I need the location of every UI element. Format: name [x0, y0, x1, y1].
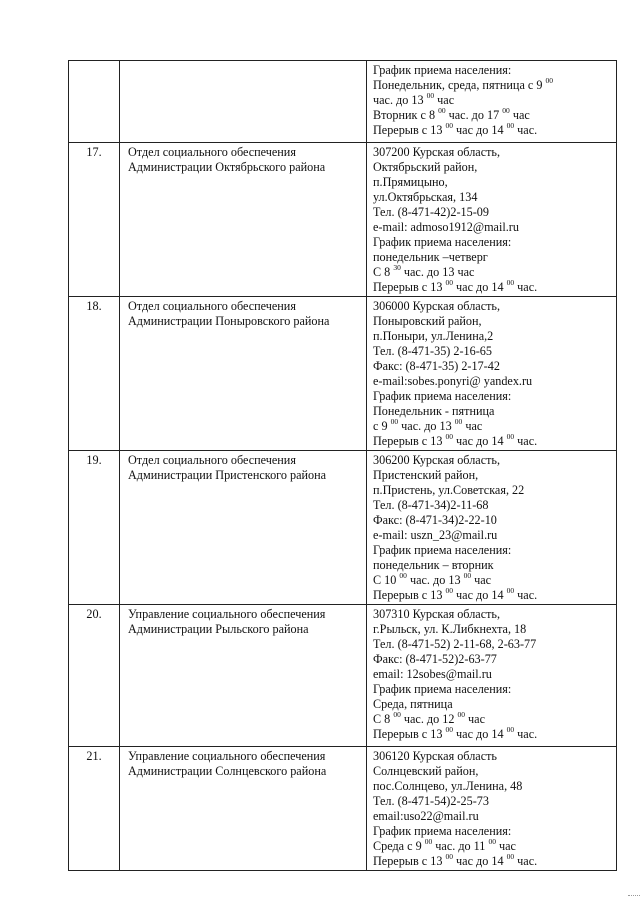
department-name-line: Администрации Рыльского района: [128, 622, 309, 636]
contact-info-text: ул.Октябрьская, 134: [373, 190, 478, 204]
contact-info-text: час: [471, 573, 492, 587]
contact-info-text: час: [462, 419, 483, 433]
contact-info-text: Перерыв с 13: [373, 588, 446, 602]
contact-info-text: График приема населения:: [373, 389, 512, 403]
department-name-line: Администрации Солнцевского района: [128, 764, 327, 778]
contact-info-line: [373, 558, 614, 573]
contact-info-text: час до 14: [453, 727, 507, 741]
contact-info-line: [373, 329, 614, 344]
contact-info-text: час. до 11: [432, 839, 489, 853]
time-minutes-superscript: 00: [426, 90, 435, 100]
time-minutes-superscript: 00: [445, 120, 453, 130]
table-row: [69, 605, 617, 747]
contact-info-text: График приема населения:: [373, 543, 512, 557]
contact-info-text: График приема населения:: [373, 682, 512, 696]
time-minutes-superscript: 00: [445, 277, 453, 287]
contact-info-text: п.Пристень, ул.Советская, 22: [373, 483, 525, 497]
time-minutes-superscript: 00: [506, 724, 515, 734]
contact-info-text: п.Прямицыно,: [373, 175, 448, 189]
contact-info-text: понедельник –четверг: [373, 250, 488, 264]
table-body: [69, 61, 617, 871]
contact-info-text: час.: [514, 588, 538, 602]
contact-info-line: [373, 724, 614, 742]
contact-info-line: [373, 794, 614, 809]
contact-info-line: [373, 652, 614, 667]
contact-info-text: e-mail: uszn_23@mail.ru: [373, 528, 498, 542]
time-minutes-superscript: 00: [488, 836, 496, 846]
time-minutes-superscript: 00: [438, 105, 446, 115]
department-name-line: Отдел социального обеспечения: [128, 453, 296, 467]
row-number: 18.: [69, 297, 120, 451]
contact-info-text: e-mail:sobes.ponyri@ yandex.ru: [373, 374, 533, 388]
contact-info-text: Перерыв с 13: [373, 854, 446, 868]
department-name: [120, 451, 367, 605]
contact-info-text: 306120 Курская область: [373, 749, 497, 763]
contact-info-text: п.Поныри, ул.Ленина,2: [373, 329, 494, 343]
contact-info-line: [373, 344, 614, 359]
contact-info-text: График приема населения:: [373, 824, 512, 838]
time-minutes-superscript: 00: [506, 585, 515, 595]
contact-info-text: Тел. (8-471-52) 2-11-68, 2-63-77: [373, 637, 537, 651]
contact-info-text: Среда с 9: [373, 839, 425, 853]
contact-info-line: [373, 622, 614, 637]
contact-info-text: 306200 Курская область,: [373, 453, 501, 467]
contact-info-text: Вторник с 8: [373, 108, 439, 122]
department-name-line: Отдел социального обеспечения: [128, 299, 296, 313]
contact-info-text: час.: [514, 727, 538, 741]
contact-info-line: [373, 299, 614, 314]
department-name-line: Администрации Поныровского района: [128, 314, 330, 328]
contact-info-line: [373, 513, 614, 528]
contact-info-line: [373, 205, 614, 220]
contact-info-text: Тел. (8-471-35) 2-16-65: [373, 344, 492, 358]
contact-info-text: 307310 Курская область,: [373, 607, 501, 621]
contact-info-line: [373, 836, 614, 854]
contact-info-text: час. до 12: [400, 712, 458, 726]
department-name: [120, 297, 367, 451]
contact-info-text: Перерыв с 13: [373, 280, 446, 294]
contact-info-text: час до 14: [453, 588, 507, 602]
contact-info-line: [373, 235, 614, 250]
contact-info-line: [373, 90, 614, 108]
time-minutes-superscript: 00: [457, 709, 465, 719]
row-number: [69, 61, 120, 143]
department-name: [120, 747, 367, 871]
contact-info-text: Октябрьский район,: [373, 160, 478, 174]
contact-info-text: 307200 Курская область,: [373, 145, 501, 159]
contact-info-text: час: [509, 108, 530, 122]
contact-info-text: час. до 13: [373, 93, 427, 107]
row-number: 20.: [69, 605, 120, 747]
contact-info-text: Тел. (8-471-34)2-11-68: [373, 498, 489, 512]
contact-info-text: час: [495, 839, 516, 853]
contact-info-line: [373, 431, 614, 449]
contact-info-text: час до 14: [453, 434, 507, 448]
contact-info-line: [373, 374, 614, 389]
page-edge-mark: [628, 895, 640, 899]
contact-info-text: С 8: [373, 265, 394, 279]
contact-info-text: email:uso22@mail.ru: [373, 809, 479, 823]
contact-info-line: [373, 120, 614, 138]
department-name-line: Управление социального обеспечения: [128, 749, 326, 763]
contact-info-line: [373, 809, 614, 824]
time-minutes-superscript: 30: [393, 262, 401, 272]
table-row: [69, 61, 617, 143]
row-number: 21.: [69, 747, 120, 871]
contact-info-text: Понедельник, среда, пятница с 9: [373, 78, 546, 92]
contact-info-text: час до 14: [453, 854, 507, 868]
contact-info-line: [373, 483, 614, 498]
contact-info-text: Тел. (8-471-54)2-25-73: [373, 794, 489, 808]
contact-info-line: [373, 220, 614, 235]
contact-info-text: час: [465, 712, 485, 726]
table-row: [69, 451, 617, 605]
contact-info-text: С 8: [373, 712, 394, 726]
time-minutes-superscript: 00: [506, 431, 515, 441]
time-minutes-superscript: 00: [399, 570, 407, 580]
contact-info-line: [373, 389, 614, 404]
contact-info-text: email: 12sobes@mail.ru: [373, 667, 492, 681]
contact-info-text: час.: [514, 434, 538, 448]
contact-info-text: час. до 13: [406, 573, 464, 587]
contact-info: [367, 747, 617, 871]
contact-info-text: График приема населения:: [373, 63, 512, 77]
contact-info-text: час.: [514, 280, 538, 294]
time-minutes-superscript: 00: [506, 277, 515, 287]
contact-info-line: [373, 277, 614, 295]
time-minutes-superscript: 00: [506, 120, 515, 130]
contact-info-line: [373, 453, 614, 468]
contact-info-line: [373, 764, 614, 779]
time-minutes-superscript: 00: [445, 851, 453, 861]
department-name-line: Отдел социального обеспечения: [128, 145, 296, 159]
contact-info-text: Пристенский район,: [373, 468, 479, 482]
contact-info-text: час до 14: [453, 280, 507, 294]
contact-info-text: Понедельник - пятница: [373, 404, 495, 418]
time-minutes-superscript: 00: [506, 851, 515, 861]
contact-info-text: час. до 17: [445, 108, 503, 122]
contact-info-text: час до 14: [453, 123, 507, 137]
time-minutes-superscript: 00: [445, 431, 453, 441]
contact-info-line: [373, 468, 614, 483]
contact-info: [367, 451, 617, 605]
contact-info-line: [373, 498, 614, 513]
department-name-line: Администрации Октябрьского района: [128, 160, 326, 174]
contact-info: [367, 605, 617, 747]
time-minutes-superscript: 00: [445, 585, 453, 595]
contact-info-text: час.: [514, 854, 538, 868]
contact-info: [367, 143, 617, 297]
department-name: [120, 143, 367, 297]
contact-info-text: Солнцевский район,: [373, 764, 479, 778]
contact-info-text: С 10: [373, 573, 400, 587]
time-minutes-superscript: 00: [545, 75, 554, 85]
time-minutes-superscript: 00: [424, 836, 433, 846]
row-number: 19.: [69, 451, 120, 605]
contact-info-line: [373, 359, 614, 374]
contact-info-text: Перерыв с 13: [373, 727, 446, 741]
contact-info-line: [373, 570, 614, 588]
contact-info-text: Тел. (8-471-42)2-15-09: [373, 205, 489, 219]
contact-info-line: [373, 314, 614, 329]
contact-info-text: График приема населения:: [373, 235, 512, 249]
contact-info-text: Факс: (8-471-35) 2-17-42: [373, 359, 500, 373]
contact-info: [367, 297, 617, 451]
department-name: [120, 605, 367, 747]
social-services-table: [68, 60, 617, 871]
contact-info-line: [373, 250, 614, 265]
contact-info-line: [373, 682, 614, 697]
contact-info-line: [373, 585, 614, 603]
contact-info-text: Перерыв с 13: [373, 434, 446, 448]
contact-info-line: [373, 607, 614, 622]
contact-info: [367, 61, 617, 143]
time-minutes-superscript: 00: [463, 570, 472, 580]
time-minutes-superscript: 00: [454, 416, 463, 426]
contact-info-text: Перерыв с 13: [373, 123, 446, 137]
contact-info-text: Факс: (8-471-34)2-22-10: [373, 513, 497, 527]
time-minutes-superscript: 00: [445, 724, 453, 734]
contact-info-text: час: [434, 93, 455, 107]
contact-info-text: Факс: (8-471-52)2-63-77: [373, 652, 497, 666]
contact-info-text: 306000 Курская область,: [373, 299, 501, 313]
table-row: [69, 747, 617, 871]
contact-info-line: [373, 416, 614, 434]
contact-info-text: час. до 13 час: [400, 265, 475, 279]
contact-info-text: Среда, пятница: [373, 697, 453, 711]
contact-info-line: [373, 75, 614, 93]
contact-info-line: [373, 697, 614, 712]
contact-info-text: час.: [514, 123, 538, 137]
contact-info-line: [373, 160, 614, 175]
contact-info-line: [373, 667, 614, 682]
contact-info-text: e-mail: admoso1912@mail.ru: [373, 220, 519, 234]
contact-info-line: [373, 190, 614, 205]
contact-info-text: час. до 13: [398, 419, 455, 433]
time-minutes-superscript: 00: [390, 416, 399, 426]
contact-info-line: [373, 63, 614, 78]
contact-info-text: с 9: [373, 419, 391, 433]
contact-info-line: [373, 404, 614, 419]
contact-info-line: [373, 749, 614, 764]
department-name-line: Управление социального обеспечения: [128, 607, 326, 621]
department-name-line: Администрации Пристенского района: [128, 468, 327, 482]
contact-info-line: [373, 175, 614, 190]
contact-info-text: понедельник – вторник: [373, 558, 494, 572]
department-name: [120, 61, 367, 143]
table-row: [69, 297, 617, 451]
time-minutes-superscript: 00: [393, 709, 401, 719]
table-row: [69, 143, 617, 297]
time-minutes-superscript: 00: [502, 105, 510, 115]
contact-info-line: [373, 543, 614, 558]
contact-info-line: [373, 105, 614, 123]
contact-info-line: [373, 709, 614, 727]
contact-info-line: [373, 851, 614, 869]
contact-info-text: пос.Солнцево, ул.Ленина, 48: [373, 779, 523, 793]
contact-info-text: г.Рыльск, ул. К.Либкнехта, 18: [373, 622, 527, 636]
contact-info-line: [373, 145, 614, 160]
contact-info-line: [373, 528, 614, 543]
contact-info-line: [373, 637, 614, 652]
row-number: 17.: [69, 143, 120, 297]
contact-info-line: [373, 779, 614, 794]
contact-info-line: [373, 262, 614, 280]
contact-info-text: Поныровский район,: [373, 314, 482, 328]
